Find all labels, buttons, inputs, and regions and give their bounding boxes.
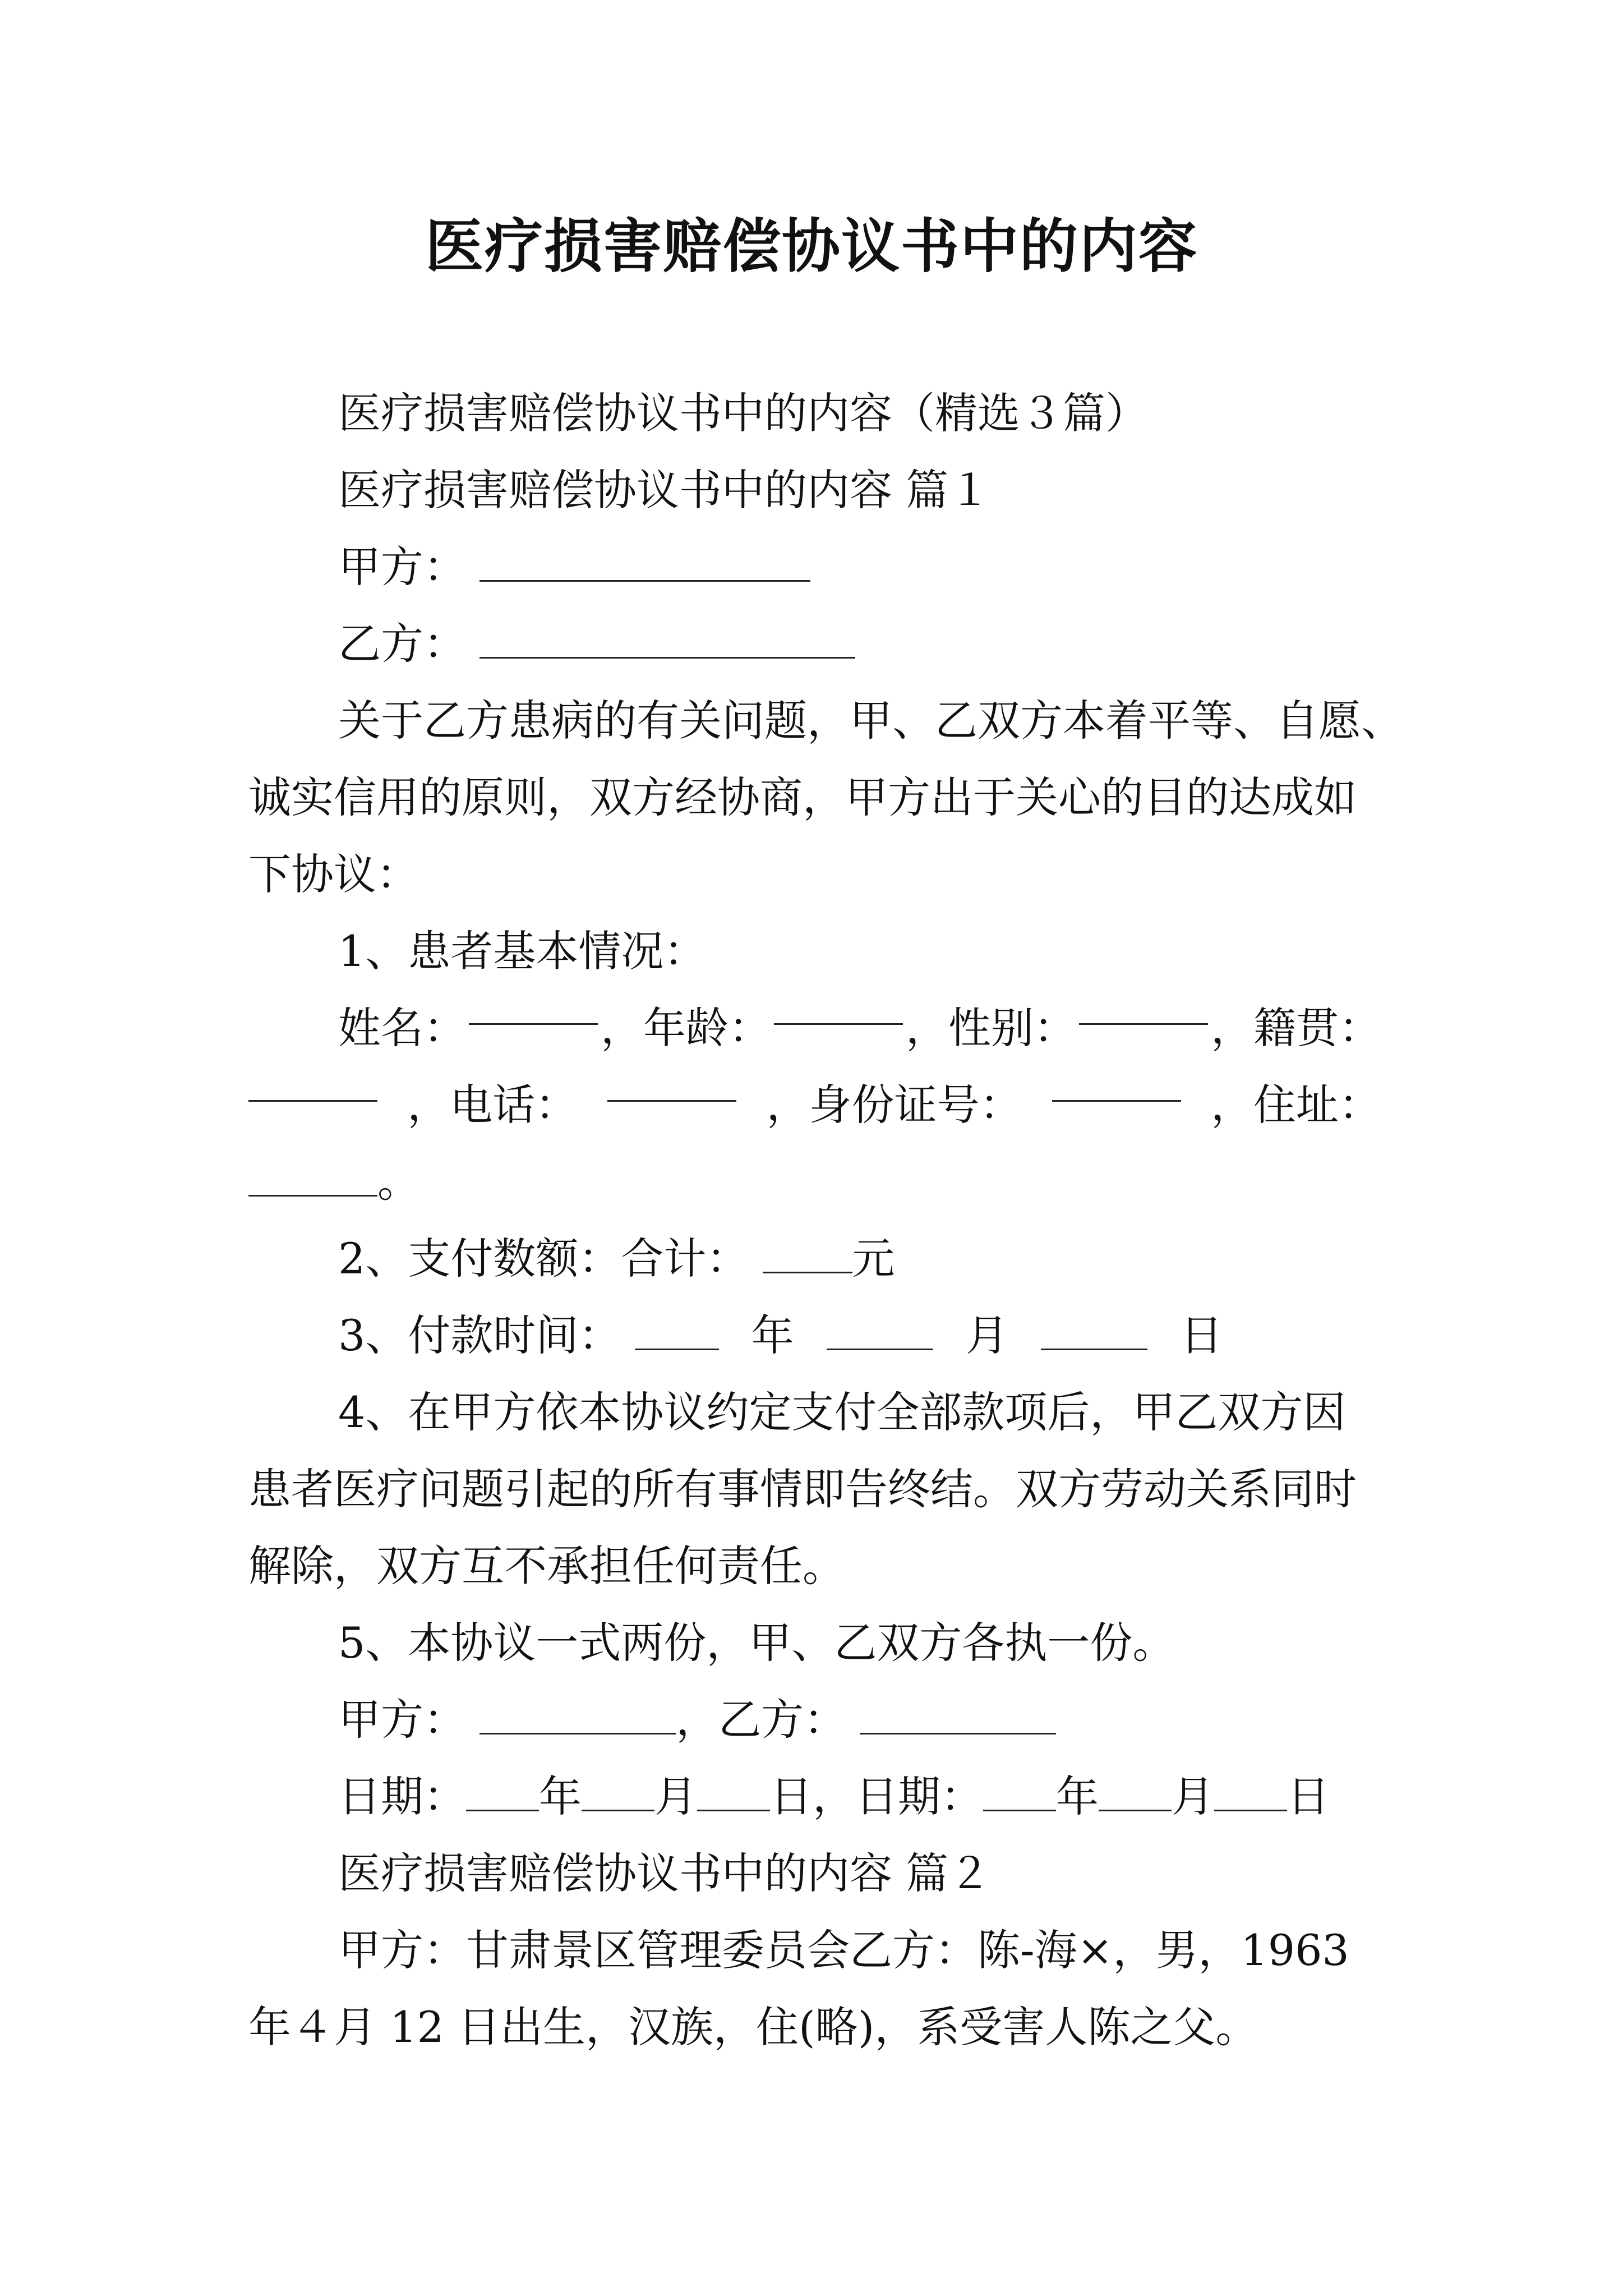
date-b-day-blank — [1214, 1776, 1287, 1811]
patient-info-line-2 — [248, 1066, 1381, 1143]
amount-label: 2、支付数额：合计： — [338, 1234, 749, 1283]
name-label: 姓名： — [338, 1003, 466, 1053]
amount-unit: 元 — [852, 1234, 895, 1283]
party-a-label: 甲方： — [338, 542, 466, 592]
clause-2-line — [248, 1220, 1381, 1297]
year-word: 年 — [751, 1310, 794, 1360]
date-b-day: 日 — [1287, 1772, 1330, 1821]
date-label-a: 日期： — [338, 1772, 466, 1821]
party-b-line — [248, 605, 1381, 682]
payment-time-label: 3、付款时间： — [338, 1310, 621, 1360]
phone-label: ，电话： — [407, 1080, 578, 1130]
paragraph-line: 解除，双方互不承担任何责任。 — [248, 1541, 845, 1591]
date-a-year: 年 — [539, 1772, 582, 1821]
address-blank — [248, 1161, 377, 1197]
patient-info-line-3 — [248, 1143, 1381, 1220]
phone-blank — [607, 1066, 736, 1102]
signature-line — [248, 1681, 1381, 1758]
date-a-year-blank — [466, 1776, 539, 1811]
party-b-label: 乙方： — [338, 619, 466, 669]
party-b-blank — [479, 623, 855, 659]
date-a-day: 日 — [770, 1772, 813, 1821]
paragraph-line: 诚实信用的原则，双方经协商，甲方出于关心的目的达成如 — [248, 772, 1357, 822]
party-a-line — [248, 528, 1381, 605]
sign-party-b-label: ，乙方： — [676, 1695, 847, 1745]
paragraph-line: 甲方：甘肃景区管理委员会乙方：陈-海×，男，1963 — [338, 1925, 1349, 1975]
date-b-year: 年 — [1056, 1772, 1099, 1821]
date-a-month: 月 — [654, 1772, 697, 1821]
period: 。 — [377, 1157, 420, 1207]
patient-info-line-1 — [248, 990, 1381, 1066]
sign-party-a-label: 甲方： — [338, 1695, 466, 1745]
paragraph-line: 下协议： — [248, 849, 419, 899]
day-blank — [1041, 1315, 1147, 1350]
clause-5-line: 5、本协议一式两份，甲、乙双方各执一份。 — [338, 1618, 1175, 1668]
document-title: 医疗损害赔偿协议书中的内容 — [425, 211, 1198, 280]
id-blank — [1052, 1066, 1181, 1102]
year-blank — [635, 1315, 719, 1350]
address-label: ，住址： — [1210, 1080, 1381, 1130]
date-b-month-blank — [1099, 1776, 1172, 1811]
document-body — [248, 375, 1404, 2065]
paragraph-line: 4、在甲方依本协议约定支付全部款项后，甲乙双方因 — [338, 1387, 1346, 1437]
gender-blank — [1079, 990, 1208, 1025]
section-heading-1: 医疗损害赔偿协议书中的内容 篇１ — [338, 465, 992, 515]
date-a-month-blank — [582, 1776, 654, 1811]
paragraph-line: 年４月 12 日出生，汉族，住(略)，系受害人陈之父。 — [248, 2002, 1258, 2052]
party-a-blank — [479, 546, 810, 582]
id-label: ，身份证号： — [766, 1080, 1022, 1130]
native-blank — [248, 1066, 377, 1102]
month-blank — [827, 1315, 933, 1350]
clause-1-heading: 1、患者基本情况： — [338, 926, 707, 976]
sign-party-a-blank — [479, 1699, 676, 1734]
signature-date-line — [248, 1758, 1381, 1835]
sign-party-b-blank — [860, 1699, 1056, 1734]
clause-3-line — [248, 1297, 1381, 1374]
date-a-day-blank — [697, 1776, 770, 1811]
gender-label: ，性别： — [906, 1003, 1076, 1053]
age-blank — [774, 990, 903, 1025]
age-label: ，年龄： — [601, 1003, 771, 1053]
month-word: 月 — [966, 1310, 1009, 1360]
date-b-year-blank — [983, 1776, 1056, 1811]
day-word: 日 — [1180, 1310, 1223, 1360]
paragraph-line: 关于乙方患病的有关问题，甲、乙双方本着平等、自愿、 — [338, 696, 1404, 746]
date-b-month: 月 — [1172, 1772, 1214, 1821]
paragraph-line: 患者医疗问题引起的所有事情即告终结。双方劳动关系同时 — [248, 1464, 1357, 1514]
native-label: ，籍贯： — [1211, 1003, 1381, 1053]
subtitle-line: 医疗损害赔偿协议书中的内容（精选３篇） — [338, 388, 1148, 438]
amount-blank — [763, 1238, 852, 1273]
date-label-b: ，日期： — [813, 1772, 983, 1821]
name-blank — [469, 990, 598, 1025]
section-heading-2: 医疗损害赔偿协议书中的内容 篇２ — [338, 1848, 992, 1898]
